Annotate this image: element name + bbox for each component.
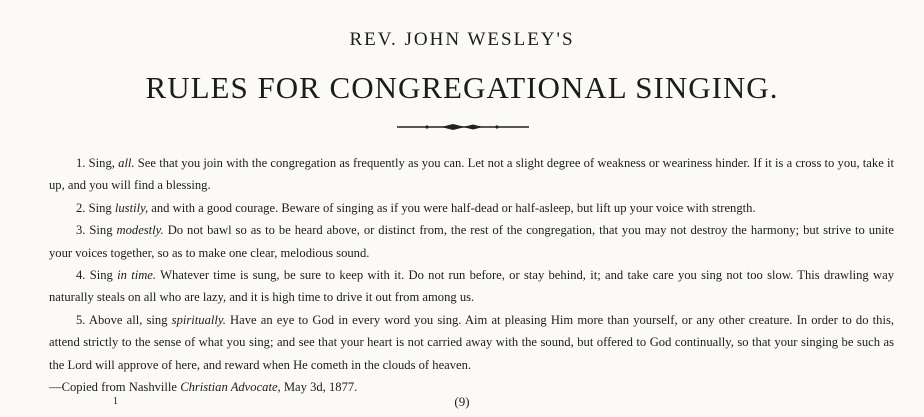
- rule-number: 5.: [76, 312, 86, 327]
- rule-emphasis: in time.: [117, 268, 157, 283]
- rule-item: [49, 197, 894, 219]
- rule-number: 1.: [76, 156, 86, 170]
- rule-body: Whatever time is sung, be sure to keep with it. Do not run before, or stay behind, it; and take care you sing not too slow. This drawling way naturally steals on all who are lazy, and it is high time to drive it out from among us.: [49, 268, 894, 305]
- rule-body: See that you join with the congregation as frequently as you can. Let not a slight degree of weakness or weariness hinder. If it is a cross to you, take it up, and you will find a blessing.: [49, 156, 894, 193]
- page-number: (9): [454, 394, 470, 409]
- rule-number: 4.: [76, 268, 86, 283]
- heading-kicker: REV. JOHN WESLEY'S: [349, 29, 575, 50]
- rule-item: [49, 152, 894, 197]
- source-prefix: —Copied from Nashville: [49, 380, 178, 395]
- rule-body: Do not bawl so as to be heard above, or distinct from, the rest of the congregation, that you may not destroy the harmony; but strive to unite your voices together, so as to make one clear, melodious sound.: [49, 223, 894, 260]
- page-title: RULES FOR CONGREGATIONAL SINGING.: [145, 70, 779, 105]
- rule-body: Have an eye to God in every word you sing. Aim at pleasing Him more than yourself, or any other creature. In order to do this, attend strictly to the sense of what you sing; and see that your heart is not carried away with the sound, but offered to God continually, so that your singing be such as the Lord will approve of here, and reward when He cometh in the clouds of heaven.: [49, 312, 894, 372]
- ornamental-rule-icon: [397, 121, 529, 133]
- source-publication: Christian Advocate,: [180, 380, 281, 395]
- rule-emphasis: all.: [118, 156, 135, 170]
- rule-item: [49, 309, 894, 376]
- source-date: May 3d, 1877.: [283, 380, 358, 395]
- rule-emphasis: lustily,: [114, 200, 149, 215]
- rule-emphasis: spiritually.: [171, 312, 226, 327]
- rule-number: 3.: [76, 223, 86, 238]
- rule-body: and with a good courage. Beware of singing as if you were half-dead or half-asleep, but lift up your voice with strength.: [148, 200, 756, 215]
- rule-lead: Above all, sing: [88, 312, 168, 327]
- rule-lead: Sing,: [88, 156, 115, 170]
- rule-lead: Sing: [89, 268, 113, 283]
- rule-item: [49, 219, 894, 264]
- rule-item: [49, 264, 894, 309]
- rule-emphasis: modestly.: [116, 223, 164, 238]
- rule-number: 2.: [76, 200, 86, 215]
- rule-lead: Sing: [88, 200, 112, 215]
- rule-lead: Sing: [89, 223, 113, 238]
- signature-mark: 1: [113, 396, 118, 407]
- rules-list: [49, 152, 894, 398]
